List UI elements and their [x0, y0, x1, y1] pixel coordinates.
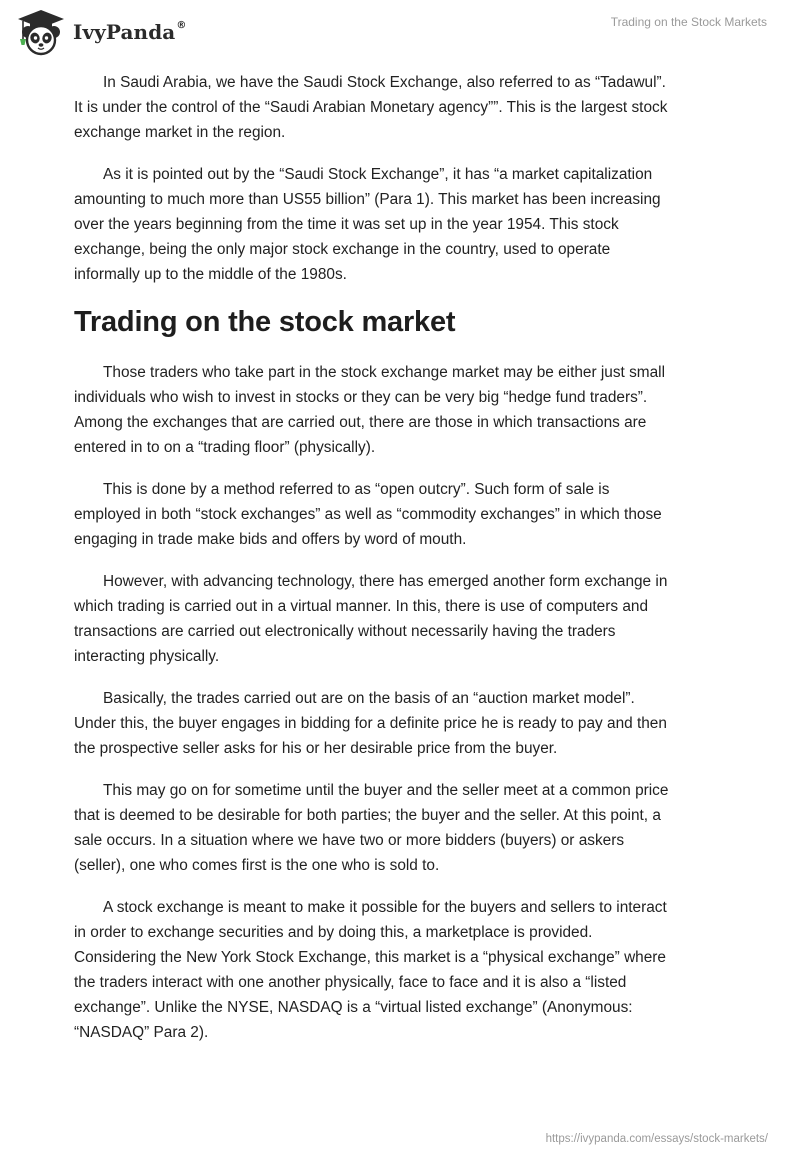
text-line: As it is pointed out by the “Saudi Stock Exchange”, it has “a market capitalization [103, 166, 653, 183]
text-line: which trading is carried out in a virtual manner. In this, there is use of computers and [74, 598, 649, 615]
text-line: A stock exchange is meant to make it possible for the buyers and sellers to interact [103, 899, 667, 916]
text-line: interacting physically. [74, 648, 220, 665]
text-line: Basically, the trades carried out are on the basis of an “auction market model”. [103, 690, 635, 707]
panda-graduation-cap-icon [14, 8, 68, 56]
text-line: (seller), one who comes first is the one who is sold to. [74, 857, 440, 874]
paragraph [74, 895, 726, 1045]
page-header [0, 0, 800, 60]
brand-name: IvyPanda® [73, 20, 187, 44]
document-title: Trading on the Stock Markets [610, 15, 767, 29]
text-line: Under this, the buyer engages in bidding for a definite price he is ready to pay and then [74, 715, 667, 732]
text-line: sale occurs. In a situation where we have two or more bidders (buyers) or askers [74, 832, 625, 849]
text-line: Considering the New York Stock Exchange, this market is a “physical exchange” where [74, 949, 666, 966]
text-line: “NASDAQ” Para 2). [74, 1024, 209, 1041]
text-line: This may go on for sometime until the buyer and the seller meet at a common price [103, 782, 669, 799]
text-line: engaging in trade make bids and offers by word of mouth. [74, 531, 467, 548]
paragraph [74, 778, 726, 878]
text-line: that is deemed to be desirable for both parties; the buyer and the seller. At this point, a [74, 807, 661, 824]
section-heading: Trading on the stock market [74, 306, 456, 338]
text-line: However, with advancing technology, there has emerged another form exchange in [103, 573, 668, 590]
text-line: It is under the control of the “Saudi Arabian Monetary agency””. This is the largest stock [74, 99, 668, 116]
text-line: exchange market in the region. [74, 124, 286, 141]
paragraph [74, 360, 726, 460]
text-line: the traders interact with one another physically, face to face and it is also a “listed [74, 974, 627, 991]
text-line: over the years beginning from the time it was set up in the year 1954. This stock [74, 216, 619, 233]
paragraph [74, 569, 726, 669]
text-line: informally up to the middle of the 1980s. [74, 266, 347, 283]
text-line: the prospective seller asks for his or her desirable price from the buyer. [74, 740, 558, 757]
text-line: exchange, being the only major stock exchange in the country, used to operate [74, 241, 611, 258]
text-line: in order to exchange securities and by doing this, a marketplace is provided. [74, 924, 593, 941]
text-line: Among the exchanges that are carried out, there are those in which transactions are [74, 414, 647, 431]
brand-logo[interactable] [14, 8, 186, 56]
paragraph [74, 477, 726, 552]
paragraph [74, 686, 726, 761]
text-line: transactions are carried out electronically without necessarily having the traders [74, 623, 616, 640]
text-line: exchange”. Unlike the NYSE, NASDAQ is a “virtual listed exchange” (Anonymous: [74, 999, 633, 1016]
paragraph [74, 70, 726, 145]
registered-mark: ® [176, 20, 187, 32]
text-line: individuals who wish to invest in stocks or they can be very big “hedge fund traders”. [74, 389, 648, 406]
source-url[interactable]: https://ivypanda.com/essays/stock-markets/ [545, 1133, 768, 1145]
text-line: In Saudi Arabia, we have the Saudi Stock Exchange, also referred to as “Tadawul”. [103, 74, 666, 91]
text-line: amounting to much more than US55 billion” (Para 1). This market has been increasing [74, 191, 661, 208]
paragraph [74, 162, 726, 287]
essay-body [74, 70, 726, 1062]
text-line: entered in to on a “trading floor” (physically). [74, 439, 376, 456]
text-line: Those traders who take part in the stock exchange market may be either just small [103, 364, 666, 381]
text-line: This is done by a method referred to as “open outcry”. Such form of sale is [103, 481, 610, 498]
text-line: employed in both “stock exchanges” as well as “commodity exchanges” in which those [74, 506, 662, 523]
